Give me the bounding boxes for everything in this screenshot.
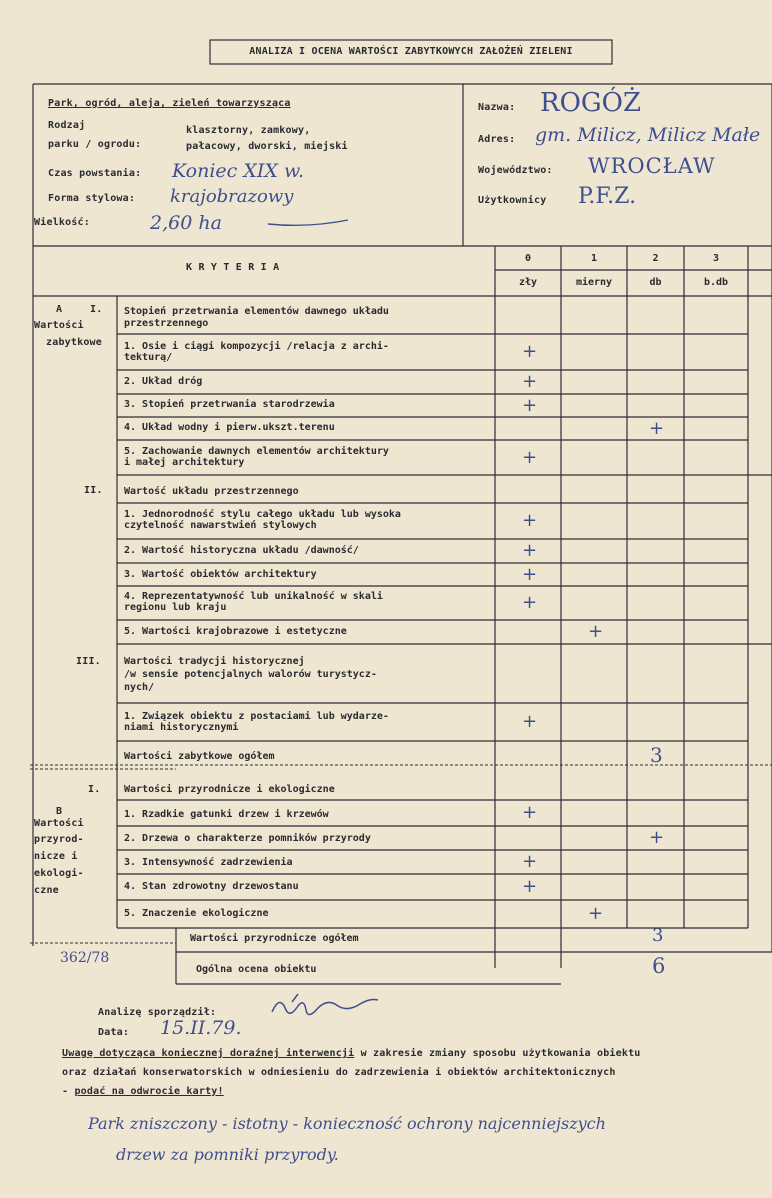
total-b-label: Wartości przyrodnicze ogółem bbox=[190, 933, 359, 944]
section-b-name-5: czne bbox=[34, 885, 59, 896]
score-1-number: 1 bbox=[590, 253, 598, 264]
section-b-name-1: Wartości bbox=[34, 818, 84, 829]
a1-item-1-line2: tekturą/ bbox=[124, 352, 173, 363]
score-1-label: mierny bbox=[575, 277, 613, 288]
score-3-number: 3 bbox=[712, 253, 720, 264]
type-label-1: Rodzaj bbox=[48, 120, 86, 131]
score-0-label: zły bbox=[518, 277, 538, 288]
score-mark-b1-5: + bbox=[588, 903, 604, 924]
size-value: 2,60 ha bbox=[150, 212, 222, 234]
a1-item-2: 2. Układ dróg bbox=[124, 376, 203, 387]
object-type-line: Park, ogród, aleja, zieleń towarzysząca bbox=[48, 98, 291, 109]
score-mark-a3-1: + bbox=[522, 711, 538, 732]
address-value: gm. Milicz, Milicz Małe bbox=[535, 124, 761, 146]
group-a2: Wartość układu przestrzennego bbox=[124, 486, 299, 497]
score-0-number: 0 bbox=[524, 253, 532, 264]
group-a3-line3: nych/ bbox=[124, 682, 155, 693]
a2-item-3: 3. Wartość obiektów architektury bbox=[124, 569, 317, 580]
address-label: Adres: bbox=[478, 134, 516, 145]
name-value: ROGÓŻ bbox=[540, 88, 642, 118]
b1-item-3: 3. Intensywność zadrzewienia bbox=[124, 857, 293, 868]
criteria-header: K R Y T E R I A bbox=[186, 262, 280, 273]
a1-item-5-line1: 5. Zachowanie dawnych elementów architektury bbox=[124, 446, 389, 457]
total-b-value: 3 bbox=[652, 925, 664, 946]
section-a-name-1: Wartości bbox=[34, 320, 84, 331]
created-value: Koniec XIX w. bbox=[172, 160, 305, 182]
voivodeship-value: WROCŁAW bbox=[588, 154, 716, 178]
section-a-roman-1: I. bbox=[90, 304, 103, 315]
style-label: Forma stylowa: bbox=[48, 193, 136, 204]
type-label-2: parku / ogrodu: bbox=[48, 139, 142, 150]
section-b-name-3: nicze i bbox=[34, 851, 78, 862]
score-mark-b1-3: + bbox=[522, 851, 538, 872]
a2-item-2: 2. Wartość historyczna układu /dawność/ bbox=[124, 545, 359, 556]
section-b-name-4: ekologi- bbox=[34, 868, 84, 879]
user-label: Użytkownicy bbox=[478, 195, 547, 206]
type-options-2: pałacowy, dworski, miejski bbox=[186, 141, 348, 152]
note-line-1 bbox=[62, 1048, 641, 1059]
section-a-roman-3: III. bbox=[76, 656, 101, 667]
overall-value: 6 bbox=[652, 954, 666, 978]
section-b-roman: I. bbox=[88, 784, 101, 795]
score-mark-a2-3: + bbox=[522, 564, 538, 585]
overall-label: Ogólna ocena obiektu bbox=[196, 964, 317, 975]
note-line-3 bbox=[62, 1086, 224, 1097]
prepared-label: Analizę sporządził: bbox=[98, 1007, 217, 1018]
score-mark-a1-1: + bbox=[522, 341, 538, 362]
score-2-number: 2 bbox=[652, 253, 659, 264]
date-label: Data: bbox=[98, 1027, 130, 1038]
signature bbox=[268, 992, 388, 1026]
group-a3-line1: Wartości tradycji historycznej bbox=[124, 656, 305, 667]
score-mark-a2-2: + bbox=[522, 540, 538, 561]
a1-item-3: 3. Stopień przetrwania starodrzewia bbox=[124, 399, 335, 410]
score-mark-a1-3: + bbox=[522, 395, 538, 416]
note-3-underlined: podać na odwrocie karty! bbox=[74, 1086, 224, 1097]
score-mark-b1-2: + bbox=[649, 827, 665, 848]
type-options-1: klasztorny, zamkowy, bbox=[186, 125, 311, 136]
score-mark-a1-4: + bbox=[649, 418, 665, 439]
a2-item-1-line1: 1. Jednorodność stylu całego układu lub wysoka bbox=[124, 509, 401, 520]
group-a1-line2: przestrzennego bbox=[124, 318, 209, 329]
remark-line-1: Park zniszczony - istotny - konieczność ochrony najcenniejszych bbox=[88, 1114, 606, 1133]
score-mark-a2-4: + bbox=[522, 592, 538, 613]
score-mark-b1-1: + bbox=[522, 802, 538, 823]
b1-item-5: 5. Znaczenie ekologiczne bbox=[124, 908, 269, 919]
a3-item-1-line2: niami historycznymi bbox=[124, 722, 239, 733]
voivodeship-label: Województwo: bbox=[478, 165, 553, 176]
a2-item-4-line1: 4. Reprezentatywność lub unikalność w skali bbox=[124, 591, 383, 602]
score-mark-b1-4: + bbox=[522, 876, 538, 897]
score-mark-a2-5: + bbox=[588, 621, 604, 642]
a1-item-4: 4. Układ wodny i pierw.ukszt.terenu bbox=[124, 422, 335, 433]
score-mark-a1-2: + bbox=[522, 371, 538, 392]
note-1-underlined: Uwagę dotycząca koniecznej doraźnej interwencji bbox=[62, 1048, 355, 1059]
name-label: Nazwa: bbox=[478, 102, 516, 113]
group-a3-line2: /w sensie potencjalnych walorów turystycz- bbox=[124, 669, 377, 680]
section-a-letter: A bbox=[56, 304, 63, 315]
score-mark-a2-1: + bbox=[522, 510, 538, 531]
total-a-value: 3 bbox=[650, 743, 663, 767]
total-a-label: Wartości zabytkowe ogółem bbox=[124, 751, 275, 762]
section-a-roman-2: II. bbox=[84, 485, 103, 496]
date-value: 15.II.79. bbox=[160, 1017, 242, 1039]
note-line-2: oraz działań konserwatorskich w odniesieniu do zadrzewienia i obiektów architektonicznych bbox=[62, 1067, 616, 1078]
b1-item-2: 2. Drzewa o charakterze pomników przyrody bbox=[124, 833, 371, 844]
user-value: P.F.Z. bbox=[578, 184, 637, 209]
a2-item-4-line2: regionu lub kraju bbox=[124, 602, 227, 613]
size-label: Wielkość: bbox=[34, 217, 90, 228]
a3-item-1-line1: 1. Związek obiektu z postaciami lub wydarze- bbox=[124, 711, 389, 722]
group-a1-line1: Stopień przetrwania elementów dawnego układu bbox=[124, 306, 389, 317]
section-b-name-2: przyrod- bbox=[34, 834, 84, 845]
created-label: Czas powstania: bbox=[48, 168, 142, 179]
b1-item-4: 4. Stan zdrowotny drzewostanu bbox=[124, 881, 299, 892]
section-a-name-2: zabytkowe bbox=[46, 337, 102, 348]
a2-item-1-line2: czytelność nawarstwień stylowych bbox=[124, 520, 317, 531]
score-2-label: db bbox=[649, 277, 662, 288]
a1-item-5-line2: i małej architektury bbox=[124, 457, 245, 468]
form-number: 362/78 bbox=[60, 950, 110, 966]
a1-item-1-line1: 1. Osie i ciągi kompozycji /relacja z archi- bbox=[124, 341, 389, 352]
remark-line-2: drzew za pomniki przyrody. bbox=[116, 1145, 339, 1164]
section-b-letter: B bbox=[56, 806, 63, 817]
form-title: ANALIZA I OCENA WARTOŚCI ZABYTKOWYCH ZAŁOŻEŃ ZIELENI bbox=[249, 46, 573, 57]
group-b1: Wartości przyrodnicze i ekologiczne bbox=[124, 784, 335, 795]
note-3-dash: - bbox=[62, 1086, 75, 1097]
a2-item-5: 5. Wartości krajobrazowe i estetyczne bbox=[124, 626, 347, 637]
note-1-rest: w zakresie zmiany sposobu użytkowania obiektu bbox=[354, 1048, 641, 1059]
b1-item-1: 1. Rzadkie gatunki drzew i krzewów bbox=[124, 809, 329, 820]
score-3-label: b.db bbox=[703, 277, 729, 288]
score-mark-a1-5: + bbox=[522, 447, 538, 468]
style-value: krajobrazowy bbox=[170, 186, 294, 207]
